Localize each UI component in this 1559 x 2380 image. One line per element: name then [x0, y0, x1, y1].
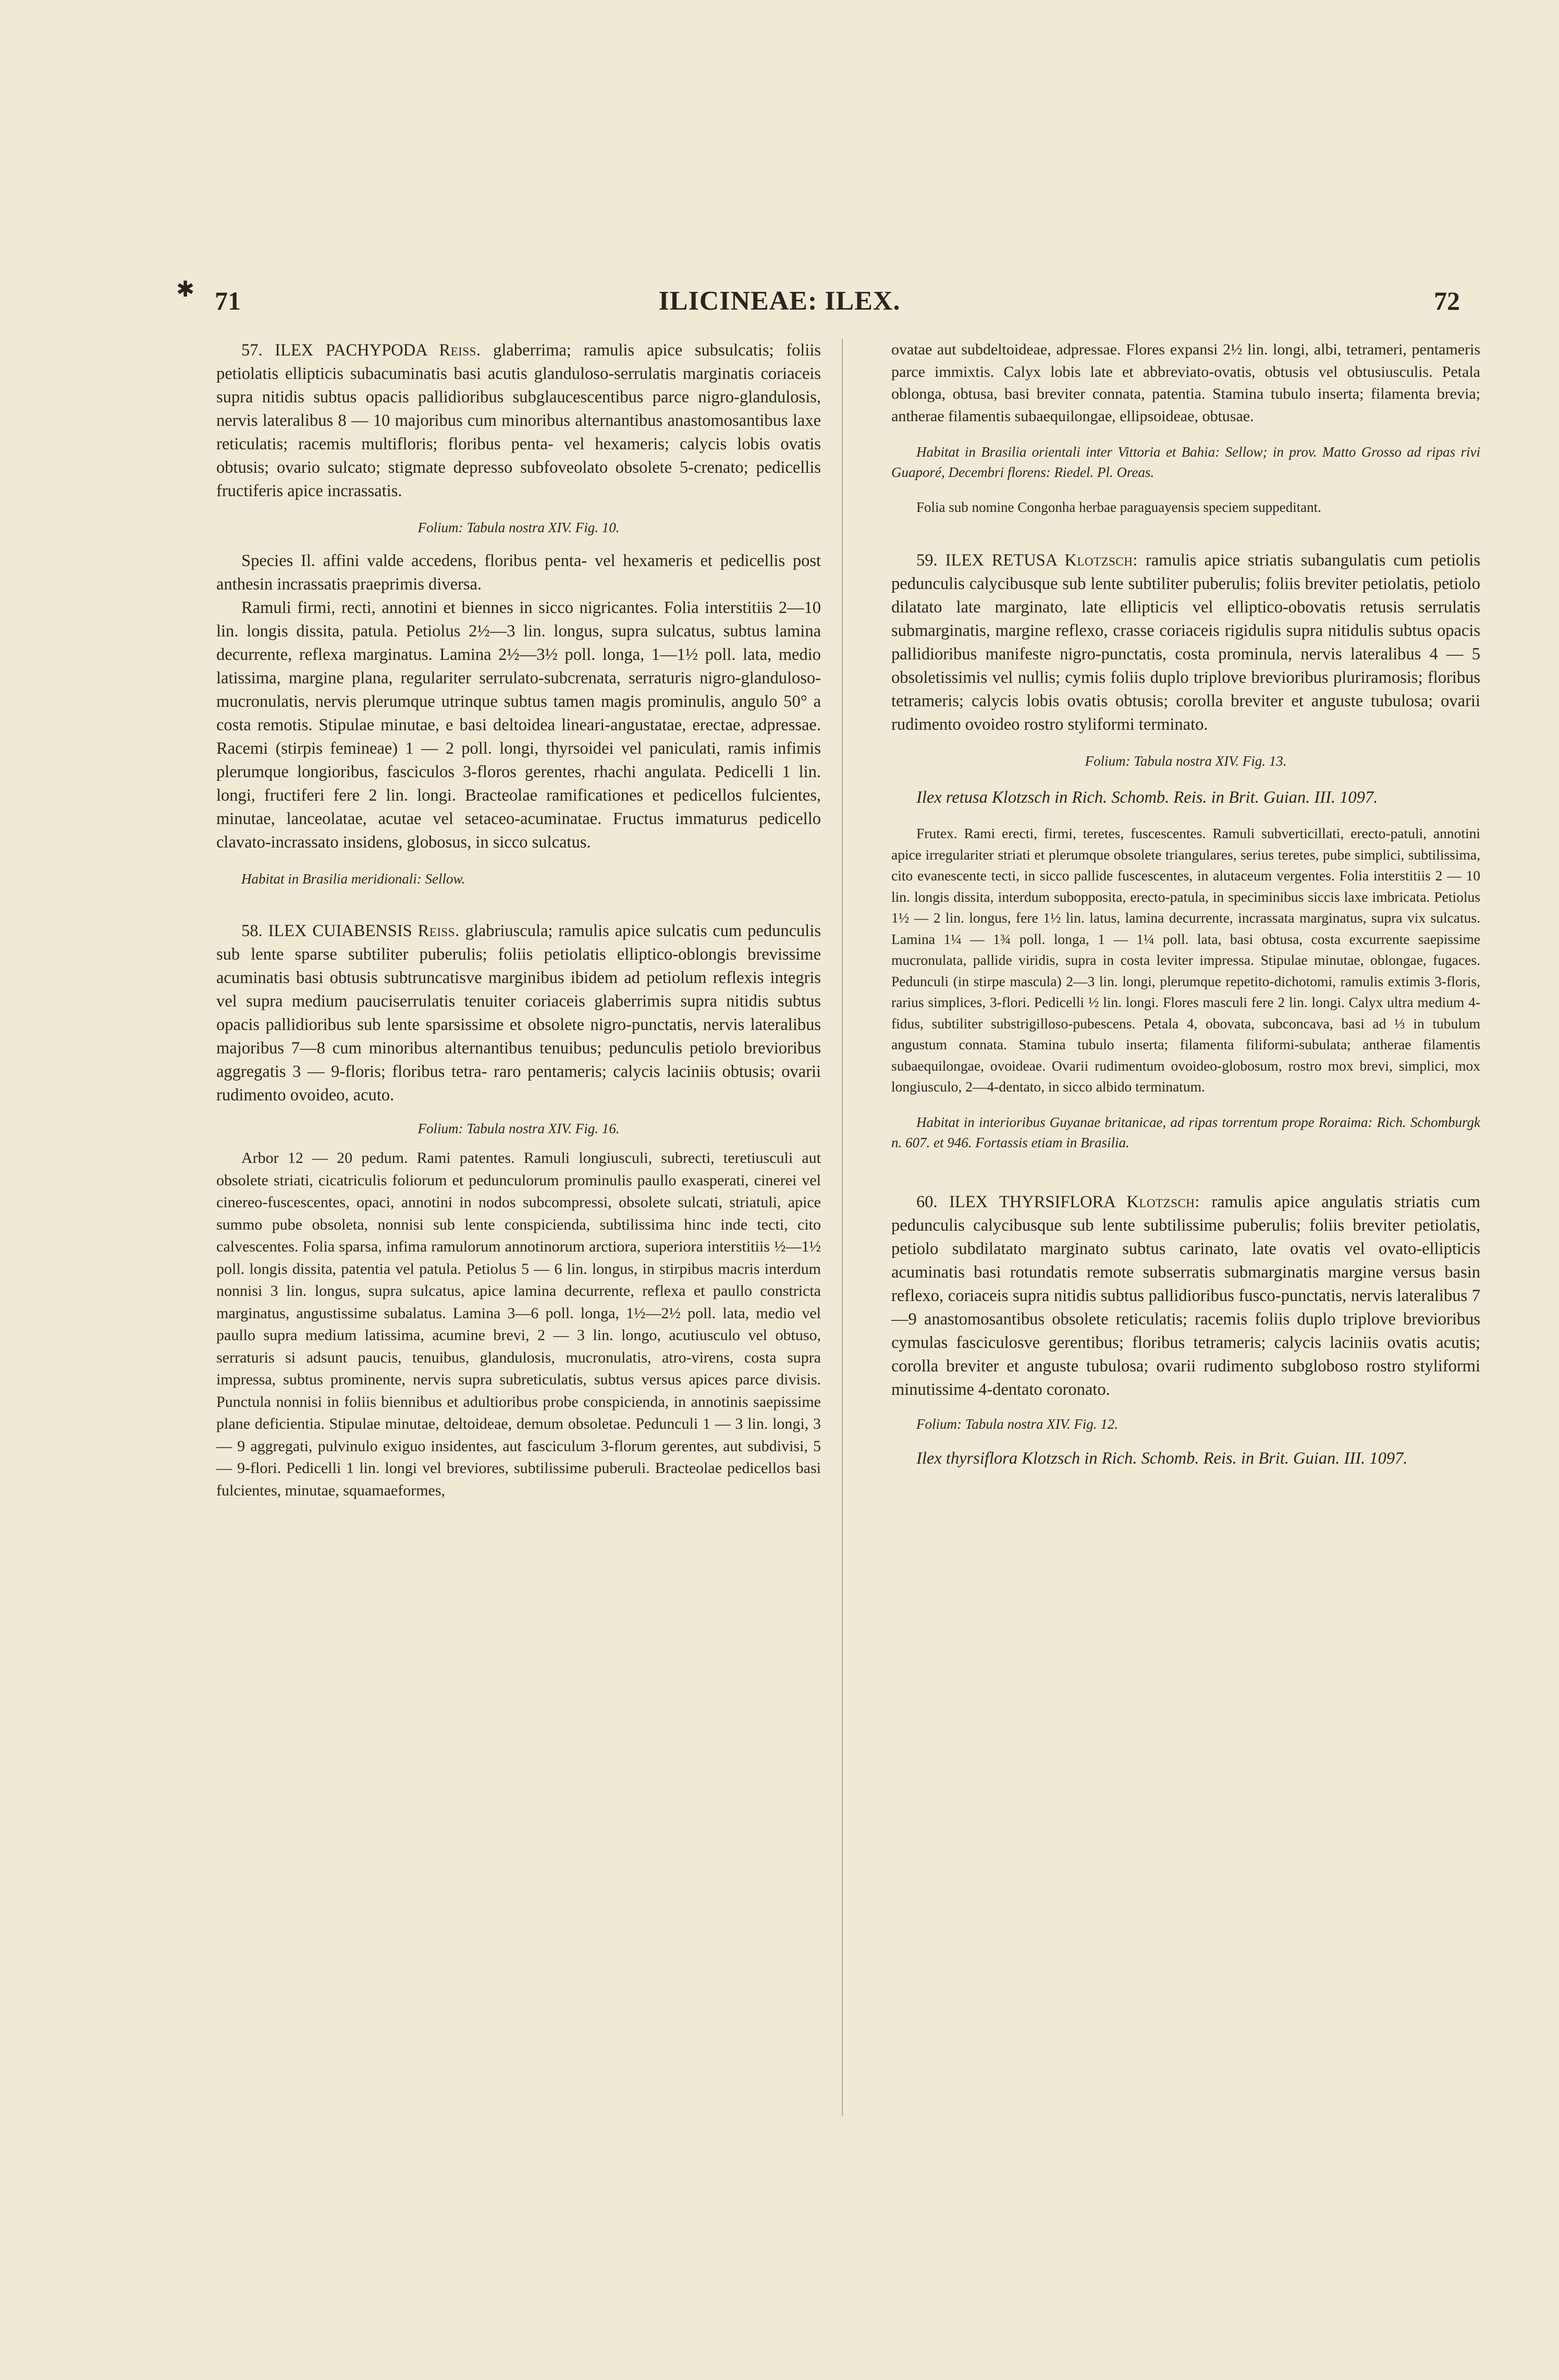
species-60-synonym: Ilex thyrsiflora Klotzsch in Rich. Schomb. Reis. in Brit. Guian. III. 1097.	[916, 1449, 1408, 1468]
species-59-description: Frutex. Rami erecti, firmi, teretes, fuscescentes. Ramuli subverticillati, erecto-patuli, annotini apice irregulariter striati et plerumque obsolete triangulares, serius teretes, pube simplici, subtilissima, cito evanescente tecti, in sicco pallide fuscescentes, in alutaceum vergentes. Folia interstitiis 2 — 10 lin. longis dissita, interdum subopposita, erecto-patula, in speciminibus siccis laxe imbricata. Petiolus 1½ — 2 lin. longus, fere 1½ lin. latus, lamina decurrente, incrassata marginatus, supra vix sulcatus. Lamina 1¼ — 1¾ poll. longa, 1 — 1¼ poll. lata, basi obtusa, costa excurrente saepissime mucronulata, pallide viridis, supra in costa leviter impressa. Stipulae minutae, oblongae, fugaces. Pedunculi (in stirpe mascula) 2—3 lin. longi, plerumque repetito-dichotomi, ramulis extimis 3-floris, rarius simplices, 3-flori. Pedicelli ½ lin. longi. Flores masculi fere 2 lin. longi. Calyx ultra medium 4-fidus, subtiliter substrigilloso-pubescens. Petala 4, obovata, subconcava, basi ad ⅓ in tubulum angustum connata. Stamina tubulo inserta; filamenta filiformi-subulata; antherae filamentis subaequilongae, ovoideae. Ovarii rudimentum ovoideo-globosum, rostro mox brevi, simplici, mox longiusculo, 2—4-dentato, in sicco albido terminatum.	[891, 825, 1480, 1095]
species-58-habitat: Habitat in Brasilia orientali inter Vittoria et Bahia: Sellow; in prov. Matto Grosso ad ripas rivi Guaporé, Decembri florens: Riedel. Pl. Oreas.	[891, 444, 1480, 480]
species-60-title: 60. ILEX THYRSIFLORA	[916, 1192, 1115, 1211]
species-58-author: Reiss.	[418, 922, 460, 940]
species-58-folium: Folium: Tabula nostra XIV. Fig. 16.	[418, 1121, 620, 1136]
species-59-habitat: Habitat in interioribus Guyanae britanicae, ad ripas torrentum prope Roraima: Rich. Schomburgk n. 607. et 946. Fortassis etiam in Brasilia.	[891, 1114, 1480, 1150]
species-57-author: Reiss.	[439, 341, 481, 360]
species-59-synonym: Ilex retusa Klotzsch in Rich. Schomb. Reis. in Brit. Guian. III. 1097.	[916, 788, 1378, 807]
species-59-diagnosis	[891, 549, 1480, 737]
page-number-right: 72	[1434, 286, 1460, 315]
species-59-diagnosis-text: ramulis apice striatis subangulatis cum petiolis pedunculis calycibusque sub lente subtiliter puberulis; foliis breviter petiolatis, petiolo dilatato late marginato, late ellipticis vel elliptico-obovatis retusis serrulatis submarginatis, margine reflexo, crasse coriaceis rigidulis supra nitidulis subtus opacis pallidioribus manifeste nigro-punctatis, costa prominula, nervis lateralibus 4 — 5 obsoletissimis vel nullis; cymis foliis duplo triplove brevioribus pluriramosis; floribus tetrameris; calycis lobis ovatis obtusis; corolla breviter et anguste tubulosa; ovarii rudimento ovoideo rostro styliformi terminato.	[891, 551, 1480, 734]
species-58-description: Arbor 12 — 20 pedum. Rami patentes. Ramuli longiusculi, subrecti, teretiusculi aut obsolete striati, cicatriculis foliorum et pedunculorum prominulis paullo exasperati, cinerei vel cinereo-fuscescentes, opaci, annotini in nodos subcompressi, obsolete sulcati, striatuli, apice summo pube obsoleta, nonnisi sub lente conspicienda, subtilissima hinc inde tecti, cito calvescentes. Folia sparsa, infima ramulorum annotinorum arctiora, superiora interstitiis ½—1½ poll. longis dissita, patentia vel patula. Petiolus 5 — 6 lin. longus, in stirpibus macris interdum nonnisi 3 lin. longus, supra sulcatus, apice lamina decurrente, reflexa et paullo constricta marginatus, angustissime subalatus. Lamina 3—6 poll. longa, 1½—2½ poll. lata, medio vel paullo supra medium latissima, acumine brevi, 2 — 3 lin. longo, acutiusculo vel obtuso, serraturis si adsunt paucis, tenuibus, glandulosis, mucronulatis, atro-virens, costa supra impressa, subtus prominente, nervis supra subreticulatis, subtus versus apices parce divisis. Punctula nonnisi in foliis biennibus et adultioribus probe conspicienda, in annotinis saepissime plane deficientia. Stipulae minutae, deltoideae, demum obsoletae. Pedunculi 1 — 3 lin. longi, 3 — 9 aggregati, pulvinulo exiguo insidentes, aut fasciculum 3-florum gerentes, aut subdivisi, 5 — 9-flori. Pedicelli 1 lin. longi vel breviores, subtilissime puberuli. Bracteolae pedicellos basi fulcientes, minutae, squamaeformes,	[216, 1149, 821, 1499]
species-60-diagnosis	[891, 1191, 1480, 1402]
species-58-diagnosis	[216, 919, 821, 1107]
species-57-description: Ramuli firmi, recti, annotini et biennes in sicco nigricantes. Folia interstitiis 2—10 lin. longis dissita, patula. Petiolus 2½—3 lin. longus, supra sulcatus, subtus lamina decurrente, reflexa marginatus. Lamina 2½—3½ poll. longa, 1—1½ poll. lata, medio latissima, margine plana, regulariter serrulato-subcrenata, serraturis nigro-glanduloso-mucronulatis, nervis plerumque utrinque subtus tamen magis prominulis, angulo 50° a costa remotis. Stipulae minutae, e basi deltoidea lineari-angustatae, erectae, adpressae. Racemi (stirpis femineae) 1 — 2 poll. longi, thyrsoidei vel paniculati, ramis infimis plerumque longioribus, fasciculos 3-floros gerentes, rhachi angulata. Pedicelli 1 lin. longi, fructiferi fere 2 lin. longi. Bracteolae ramificationes et pedicellos fulcientes, minutae, lanceolatae, acutae vel setaceo-acuminatae. Fructus immaturus pedicello clavato-incrassato insidens, globosus, in sicco sulcatus.	[216, 598, 821, 852]
species-57-habitat: Habitat in Brasilia meridionali: Sellow.	[241, 871, 465, 887]
column-divider	[842, 339, 843, 2116]
species-58-description-continued: ovatae aut subdeltoideae, adpressae. Flores expansi 2½ lin. longi, albi, tetrameri, pentameris parce immixtis. Calyx lobis late et abbreviato-ovatis, obtusis vel obtusiusculis. Petala oblonga, obtusa, basi breviter connata, patentia. Stamina tubulo inserta; filamenta brevia; antherae filamentis subaequilongae, ellipsoideae, obtusae.	[891, 341, 1480, 425]
species-59-author: Klotzsch:	[1064, 551, 1138, 570]
page-header	[0, 286, 1559, 322]
species-57-comparison: Species Il. affini valde accedens, floribus penta- vel hexameris et pedicellis post anthesin incrassatis praeprimis diversa.	[216, 551, 821, 594]
species-57-diagnosis-text: glaberrima; ramulis apice subsulcatis; foliis petiolatis ellipticis subacuminatis basi acutis glanduloso-serrulatis marginatis coriaceis supra nitidis subtus opacis pallidioribus subglaucescentibus parce nigro-glandulosis, nervis lateralibus 8 — 10 majoribus cum minoribus alternantibus anastomosantibus laxe reticulatis; racemis multifloris; floribus penta- vel hexameris; calycis lobis ovatis obtusis; ovario sulcato; stigmate depresso subfoveolato obsolete 5-crenato; pedicellis fructiferis apice incrassatis.	[216, 341, 821, 500]
species-58-note: Folia sub nomine Congonha herbae paraguayensis speciem suppeditant.	[916, 499, 1321, 515]
species-59-title: 59. ILEX RETUSA	[916, 551, 1057, 570]
species-57-diagnosis	[216, 339, 821, 503]
margin-mark: ✱	[176, 278, 195, 302]
running-title: ILICINEAE: ILEX.	[658, 286, 901, 316]
species-58-title: 58. ILEX CUIABENSIS	[241, 922, 412, 940]
species-60-author: Klotzsch:	[1126, 1192, 1200, 1211]
species-58-diagnosis-text: glabriuscula; ramulis apice sulcatis cum pedunculis sub lente sparse subtiliter puberulis; foliis petiolatis elliptico-oblongis brevissime acuminatis basi obtusis subtruncatisve marginibus ibidem ad petiolum reflexis integris vel supra medium pauciserrulatis tenuiter coriaceis glaberrimis supra nitidis subtus opacis pallidioribus sub lente sparsissime et obsolete nigro-punctatis, nervis lateralibus majoribus 7—8 cum minoribus alternantibus tenuibus; pedunculis petiolo brevioribus aggregatis 3 — 9-floris; floribus tetra- raro pentameris; calycis laciniis obtusis; ovarii rudimento ovoideo, acuto.	[216, 922, 821, 1105]
page-number-left: 71	[215, 286, 241, 315]
species-57-folium: Folium: Tabula nostra XIV. Fig. 10.	[418, 520, 620, 535]
species-59-folium: Folium: Tabula nostra XIV. Fig. 13.	[1085, 753, 1287, 769]
right-column	[891, 339, 1480, 1470]
species-60-folium: Folium: Tabula nostra XIV. Fig. 12.	[916, 1416, 1119, 1432]
species-60-diagnosis-text: ramulis apice angulatis striatis cum pedunculis calycibusque sub lente subtilissime puberulis; foliis breviter petiolatis, petiolo subdilatato marginato subtus carinato, late ovatis vel ovato-ellipticis acuminatis basi rotundatis remote subserratis submarginatis margine versus basin reflexo, coriaceis supra nitidis subtus pallidioribus fusco-punctatis, nervis lateralibus 7—9 anastomosantibus obsolete reticulatis; racemis foliis duplo triplove brevioribus cymulas fasciculosve gerentibus; floribus tetrameris; calycis laciniis ovatis acutis; corolla breviter et anguste tubulosa; ovarii rudimento subgloboso rostro styliformi minutissime 4-dentato coronato.	[891, 1192, 1481, 1399]
species-57-title: 57. ILEX PACHYPODA	[241, 341, 427, 360]
left-column	[216, 339, 821, 1502]
